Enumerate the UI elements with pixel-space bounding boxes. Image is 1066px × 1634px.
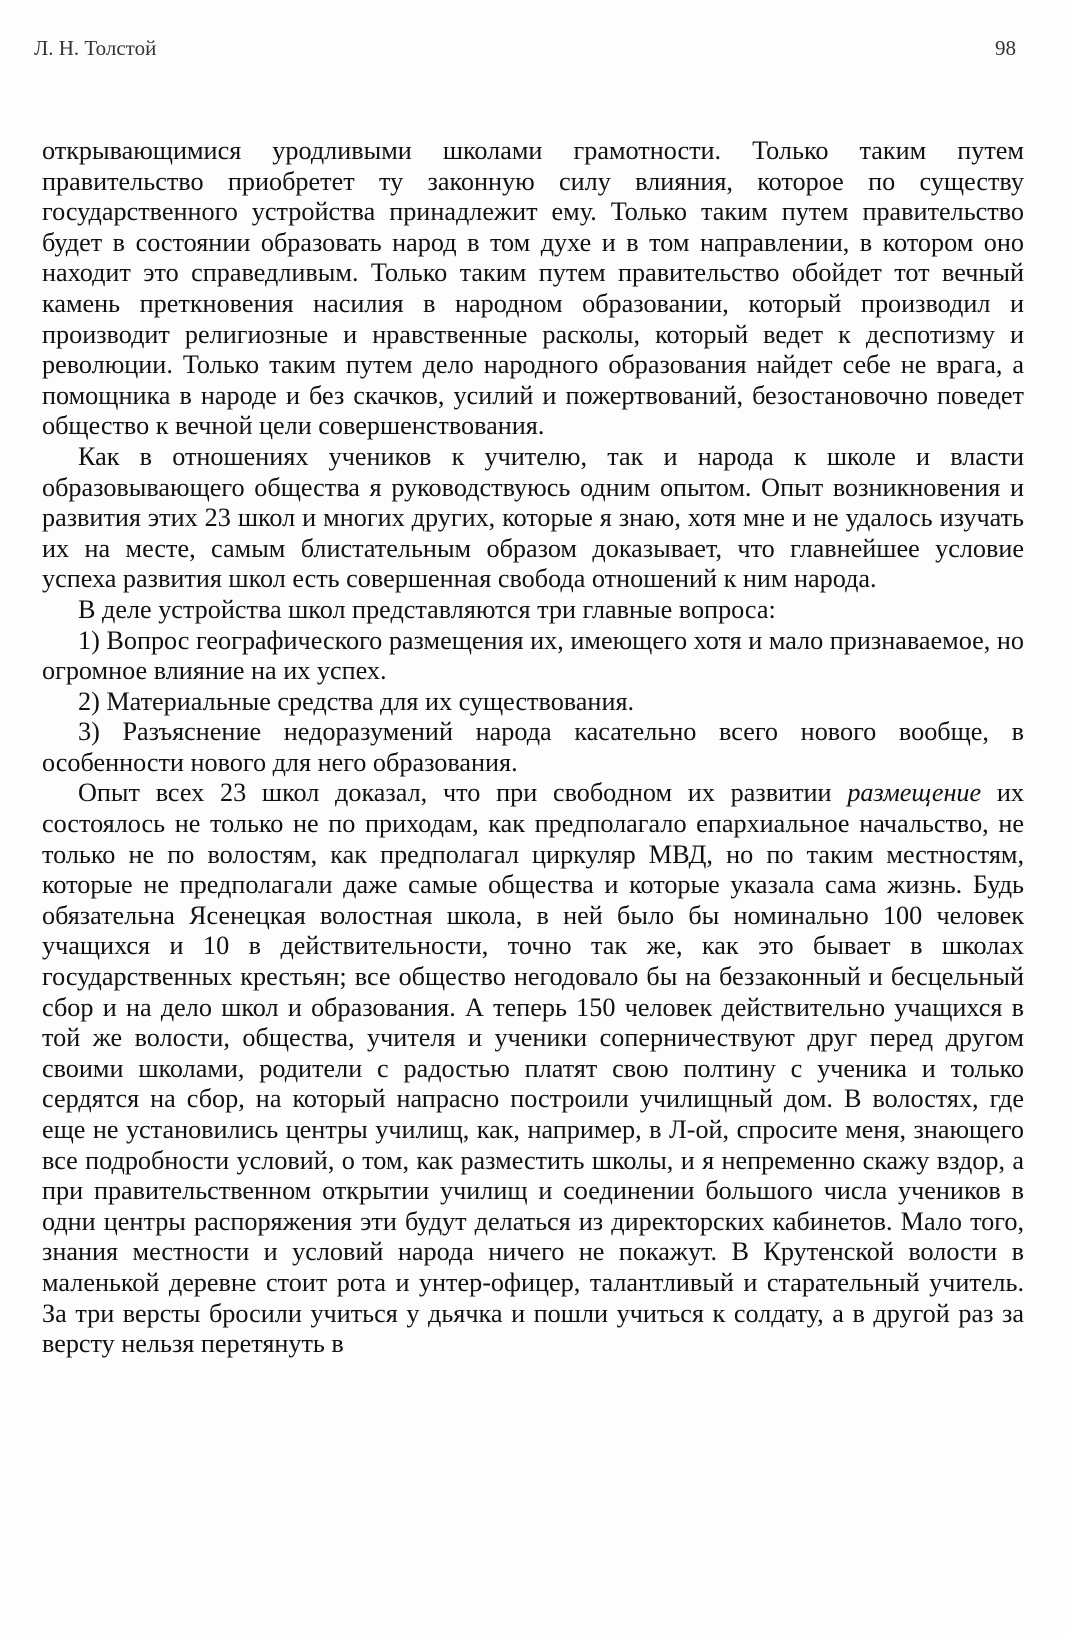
running-header-author: Л. Н. Толстой: [34, 36, 157, 60]
page-number: 98: [995, 36, 1016, 60]
list-item-text: 2) Материальные средства для их существования.: [78, 686, 635, 716]
paragraph: [42, 778, 1024, 1359]
paragraph-text: В деле устройства школ представляются три главные вопроса:: [78, 594, 776, 624]
list-item: [42, 717, 1024, 778]
page-header: [34, 36, 1016, 76]
paragraph: [42, 136, 1024, 442]
list-item: [42, 626, 1024, 687]
paragraph-text: Опыт всех 23 школ доказал, что при свободном их развитии: [78, 778, 848, 808]
italic-term: размещение: [847, 778, 982, 808]
list-item-text: 1) Вопрос географического размещения их, имеющего хотя и мало признаваемое, но огромное влияние на их успех.: [42, 625, 1024, 686]
list-item-text: 3) Разъяснение недоразумений народа касательно всего нового вообще, в особенности нового для него образования.: [42, 717, 1024, 777]
paragraph: [42, 595, 1024, 626]
body-text: [42, 136, 1024, 1360]
list-item: [42, 687, 1024, 718]
paragraph-text: их состоялось не только не по приходам, как предполагало епархиальное начальство, не только не по волостям, как предполагал циркуляр МВД, но по таким местностям, которые не предполагали даже самые общества и которые указала сама жизнь. Будь обязательна Ясенецкая волостная школа, в ней было бы номинально 100 человек учащихся и 10 в действительности, точно так же, как это бывает в школах государственных крестьян; все общество негодовало бы на беззаконный и бесцельный сбор и на дело школ и образования. А теперь 150 человек действительно учащихся в той же волости, общества, учителя и ученики соперничествуют друг перед другом своими школами, родители с радостью платят свою полтину с ученика и только сердятся на сбор, на который напрасно построили училищный дом. В волостях, где еще не установились центры училищ, как, например, в Л-ой, спросите меня, знающего все подробности условий, о том, как разместить школы, и я непременно скажу вздор, а при правительственном открытии училищ и соединении большого числа учеников в одни центры распоряжения эти будут делаться из директорских кабинетов. Мало того, знания местности и условий народа ничего не покажут. В Крутенской волости в маленькой деревне стоит рота и унтер-офицер, талантливый и старательный учитель. За три версты бросили учиться у дьячка и пошли учиться к солдату, а в другой раз за версту нельзя перетянуть в: [42, 778, 1025, 1359]
paragraph-text: открывающимися уродливыми школами грамотности. Только таким путем правительство приобретет ту законную силу влияния, которое по существу государственного устройства принадлежит ему. Только таким путем правительство будет в состоянии образовать народ в том духе и в том направлении, в котором оно находит это справедливым. Только таким путем правительство обойдет тот вечный камень преткновения насилия в народном образовании, который производил и производит религиозные и нравственные расколы, который ведет к деспотизму и революции. Только таким путем дело народного образования найдет себе не врага, а помощника в народе и без скачков, усилий и пожертвований, безостановочно поведет общество к вечной цели совершенствования.: [42, 136, 1024, 441]
paragraph: [42, 442, 1024, 595]
paragraph-text: Как в отношениях учеников к учителю, так и народа к школе и власти образовывающего общества я руководствуюсь одним опытом. Опыт возникновения и развития этих 23 школ и многих других, которые я знаю, хотя мне и не удалось изучать их на месте, самым блистательным образом доказывает, что главнейшее условие успеха развития школ есть совершенная свобода отношений к ним народа.: [42, 441, 1024, 594]
